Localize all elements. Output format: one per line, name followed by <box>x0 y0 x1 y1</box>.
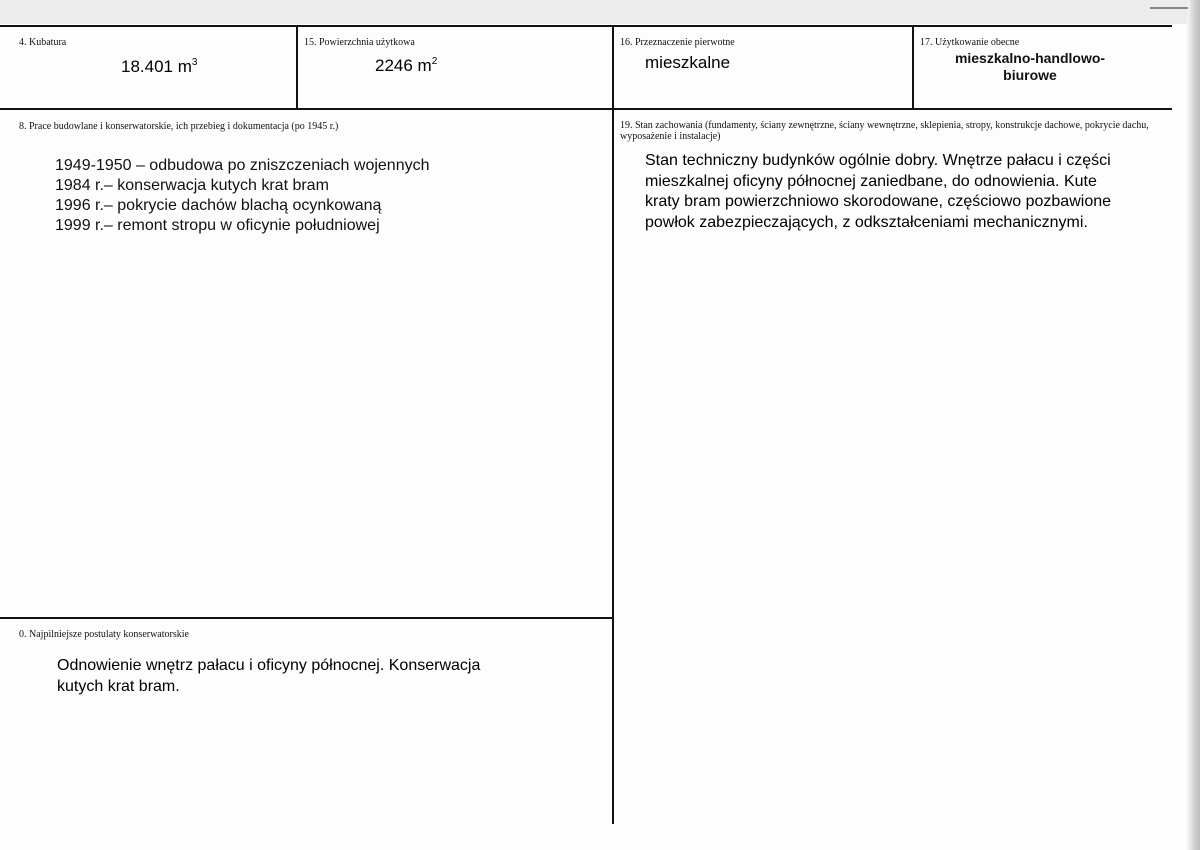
stan-text: Stan techniczny budynków ogólnie dobry. Wnętrze pałacu i części mieszkalnej oficyny północnej zaniedbane, do odnowienia. Kute kraty bram powierzchniowo skorodowane, częściowo pozbawione powłok zabezpieczających, z odkształceniami mechanicznymi. <box>645 152 1112 231</box>
kubatura-number: 18.401 m <box>121 57 192 76</box>
prace-item: 1999 r.– remont stropu w oficynie południowej <box>55 217 380 234</box>
prace-item: 1949-1950 – odbudowa po zniszczeniach wojennych <box>55 157 430 174</box>
prace-label: 8. Prace budowlane i konserwatorskie, ich przebieg i dokumentacja (po 1945 r.) <box>19 121 339 132</box>
uzytkowanie-label: 17. Użytkowanie obecne <box>920 37 1020 48</box>
grid-line-postulaty-top <box>0 617 613 619</box>
postulaty-text: Odnowienie wnętrz pałacu i oficyny północnej. Konserwacja kutych krat bram. <box>57 657 481 695</box>
prace-item: 1984 r.– konserwacja kutych krat bram <box>55 177 329 194</box>
powierzchnia-label: 15. Powierzchnia użytkowa <box>304 37 415 48</box>
scan-mark <box>1150 7 1188 9</box>
grid-line-col-a <box>296 26 298 109</box>
stan-label: 19. Stan zachowania (fundamenty, ściany zewnętrzne, ściany wewnętrzne, sklepienia, stropy, konstrukcje dachowe, pokrycie dachu, wyposażenie i instalacje) <box>620 120 1149 142</box>
powierzchnia-value <box>375 56 437 76</box>
powierzchnia-number: 2246 m <box>375 56 432 75</box>
postulaty-label: 0. Najpilniejsze postulaty konserwatorskie <box>19 629 189 640</box>
prace-list <box>55 156 429 236</box>
uzytkowanie-value <box>950 50 1110 84</box>
uzytkowanie-value-line2: biurowe <box>1003 67 1057 83</box>
przeznaczenie-label: 16. Przeznaczenie pierwotne <box>620 37 735 48</box>
scan-border-right <box>1187 0 1200 850</box>
uzytkowanie-value-line1: mieszkalno-handlowo- <box>954 50 1106 66</box>
scan-border-top <box>0 0 1200 24</box>
kubatura-value <box>121 57 197 77</box>
grid-line-top <box>0 25 1172 27</box>
kubatura-exponent: 3 <box>191 57 198 68</box>
grid-line-row1-bottom <box>0 108 1172 110</box>
przeznaczenie-value: mieszkalne <box>645 53 731 72</box>
prace-item: 1996 r.– pokrycie dachów blachą ocynkowaną <box>55 197 382 214</box>
grid-line-col-middle <box>612 26 614 824</box>
kubatura-label: 4. Kubatura <box>19 37 67 48</box>
grid-line-col-c <box>912 26 914 109</box>
powierzchnia-exponent: 2 <box>431 56 438 67</box>
